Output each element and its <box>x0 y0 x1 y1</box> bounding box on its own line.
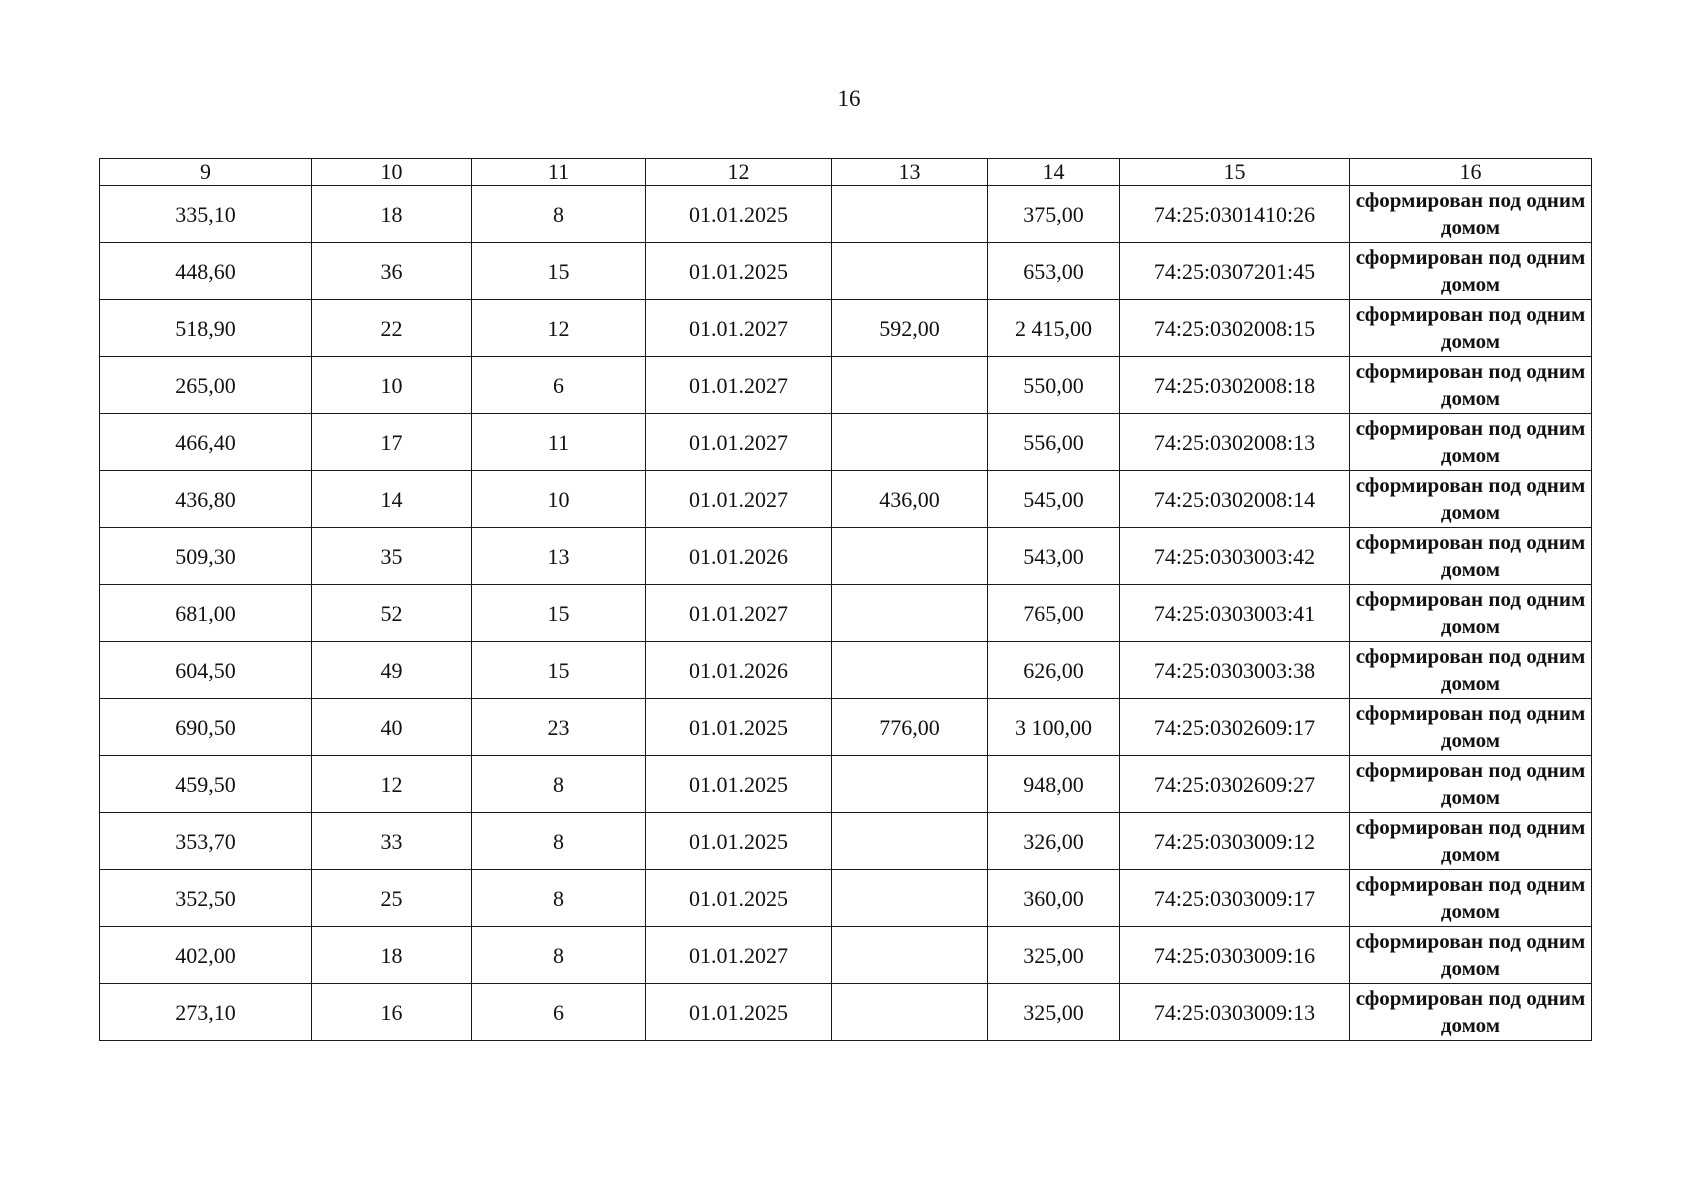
area-cell: 690,50 <box>100 699 312 756</box>
note-cell: сформирован под одним домом <box>1350 414 1592 471</box>
date-cell: 01.01.2025 <box>646 984 832 1041</box>
value-14-cell: 325,00 <box>988 927 1120 984</box>
count-a-cell: 16 <box>312 984 472 1041</box>
count-a-cell: 17 <box>312 414 472 471</box>
area-cell: 448,60 <box>100 243 312 300</box>
cadastral-number-cell: 74:25:0302008:14 <box>1120 471 1350 528</box>
count-b-cell: 8 <box>472 813 646 870</box>
value-13-cell: 776,00 <box>832 699 988 756</box>
data-table <box>99 158 1592 1041</box>
value-13-cell <box>832 243 988 300</box>
value-14-cell: 765,00 <box>988 585 1120 642</box>
count-b-cell: 15 <box>472 243 646 300</box>
date-cell: 01.01.2025 <box>646 186 832 243</box>
note-cell: сформирован под одним домом <box>1350 243 1592 300</box>
value-13-cell <box>832 870 988 927</box>
count-a-cell: 36 <box>312 243 472 300</box>
cadastral-number-cell: 74:25:0302008:18 <box>1120 357 1350 414</box>
table-row <box>100 528 1592 585</box>
value-14-cell: 2 415,00 <box>988 300 1120 357</box>
area-cell: 353,70 <box>100 813 312 870</box>
value-13-cell <box>832 528 988 585</box>
value-13-cell <box>832 984 988 1041</box>
page-number: 16 <box>837 86 861 111</box>
table-row <box>100 642 1592 699</box>
count-a-cell: 10 <box>312 357 472 414</box>
table-row <box>100 357 1592 414</box>
value-14-cell: 626,00 <box>988 642 1120 699</box>
count-a-cell: 33 <box>312 813 472 870</box>
value-13-cell <box>832 585 988 642</box>
note-cell: сформирован под одним домом <box>1350 186 1592 243</box>
note-cell: сформирован под одним домом <box>1350 984 1592 1041</box>
date-cell: 01.01.2027 <box>646 471 832 528</box>
count-b-cell: 8 <box>472 870 646 927</box>
table-row <box>100 243 1592 300</box>
date-cell: 01.01.2026 <box>646 642 832 699</box>
note-cell: сформирован под одним домом <box>1350 642 1592 699</box>
value-14-cell: 550,00 <box>988 357 1120 414</box>
date-cell: 01.01.2026 <box>646 528 832 585</box>
count-a-cell: 18 <box>312 186 472 243</box>
area-cell: 466,40 <box>100 414 312 471</box>
note-cell: сформирован под одним домом <box>1350 357 1592 414</box>
column-header: 16 <box>1350 159 1592 186</box>
column-header: 13 <box>832 159 988 186</box>
cadastral-number-cell: 74:25:0303009:17 <box>1120 870 1350 927</box>
note-cell: сформирован под одним домом <box>1350 813 1592 870</box>
value-13-cell <box>832 186 988 243</box>
table-row <box>100 300 1592 357</box>
note-cell: сформирован под одним домом <box>1350 927 1592 984</box>
count-a-cell: 25 <box>312 870 472 927</box>
note-cell: сформирован под одним домом <box>1350 300 1592 357</box>
cadastral-number-cell: 74:25:0302008:13 <box>1120 414 1350 471</box>
cadastral-number-cell: 74:25:0302609:17 <box>1120 699 1350 756</box>
count-b-cell: 10 <box>472 471 646 528</box>
column-header: 9 <box>100 159 312 186</box>
value-14-cell: 375,00 <box>988 186 1120 243</box>
count-a-cell: 49 <box>312 642 472 699</box>
value-14-cell: 325,00 <box>988 984 1120 1041</box>
count-b-cell: 8 <box>472 927 646 984</box>
cadastral-number-cell: 74:25:0303003:41 <box>1120 585 1350 642</box>
count-b-cell: 6 <box>472 984 646 1041</box>
column-header: 11 <box>472 159 646 186</box>
date-cell: 01.01.2027 <box>646 927 832 984</box>
value-14-cell: 556,00 <box>988 414 1120 471</box>
note-cell: сформирован под одним домом <box>1350 528 1592 585</box>
cadastral-number-cell: 74:25:0303003:38 <box>1120 642 1350 699</box>
table-row <box>100 756 1592 813</box>
note-cell: сформирован под одним домом <box>1350 471 1592 528</box>
table-row <box>100 813 1592 870</box>
value-13-cell <box>832 756 988 813</box>
note-cell: сформирован под одним домом <box>1350 870 1592 927</box>
area-cell: 273,10 <box>100 984 312 1041</box>
value-14-cell: 360,00 <box>988 870 1120 927</box>
cadastral-number-cell: 74:25:0303009:16 <box>1120 927 1350 984</box>
count-b-cell: 15 <box>472 642 646 699</box>
table-row <box>100 699 1592 756</box>
cadastral-number-cell: 74:25:0302609:27 <box>1120 756 1350 813</box>
count-a-cell: 35 <box>312 528 472 585</box>
date-cell: 01.01.2027 <box>646 300 832 357</box>
table-row <box>100 870 1592 927</box>
count-a-cell: 52 <box>312 585 472 642</box>
date-cell: 01.01.2025 <box>646 756 832 813</box>
area-cell: 459,50 <box>100 756 312 813</box>
value-14-cell: 653,00 <box>988 243 1120 300</box>
table-row <box>100 927 1592 984</box>
area-cell: 402,00 <box>100 927 312 984</box>
table-row <box>100 414 1592 471</box>
date-cell: 01.01.2025 <box>646 243 832 300</box>
table-row <box>100 585 1592 642</box>
area-cell: 604,50 <box>100 642 312 699</box>
value-13-cell: 436,00 <box>832 471 988 528</box>
count-b-cell: 6 <box>472 357 646 414</box>
note-cell: сформирован под одним домом <box>1350 585 1592 642</box>
column-header: 14 <box>988 159 1120 186</box>
date-cell: 01.01.2027 <box>646 414 832 471</box>
area-cell: 352,50 <box>100 870 312 927</box>
cadastral-number-cell: 74:25:0307201:45 <box>1120 243 1350 300</box>
table-row <box>100 186 1592 243</box>
area-cell: 518,90 <box>100 300 312 357</box>
area-cell: 265,00 <box>100 357 312 414</box>
table-header-row <box>100 159 1592 186</box>
date-cell: 01.01.2025 <box>646 870 832 927</box>
date-cell: 01.01.2025 <box>646 813 832 870</box>
note-cell: сформирован под одним домом <box>1350 756 1592 813</box>
table-body <box>100 186 1592 1041</box>
table-row <box>100 984 1592 1041</box>
table-row <box>100 471 1592 528</box>
column-header: 10 <box>312 159 472 186</box>
value-13-cell <box>832 927 988 984</box>
date-cell: 01.01.2025 <box>646 699 832 756</box>
area-cell: 681,00 <box>100 585 312 642</box>
count-a-cell: 12 <box>312 756 472 813</box>
count-b-cell: 15 <box>472 585 646 642</box>
value-14-cell: 545,00 <box>988 471 1120 528</box>
value-14-cell: 948,00 <box>988 756 1120 813</box>
value-14-cell: 3 100,00 <box>988 699 1120 756</box>
cadastral-number-cell: 74:25:0301410:26 <box>1120 186 1350 243</box>
value-13-cell <box>832 414 988 471</box>
value-14-cell: 326,00 <box>988 813 1120 870</box>
value-13-cell <box>832 357 988 414</box>
area-cell: 436,80 <box>100 471 312 528</box>
count-a-cell: 14 <box>312 471 472 528</box>
cadastral-number-cell: 74:25:0303009:13 <box>1120 984 1350 1041</box>
count-a-cell: 18 <box>312 927 472 984</box>
cadastral-number-cell: 74:25:0302008:15 <box>1120 300 1350 357</box>
column-header: 15 <box>1120 159 1350 186</box>
count-b-cell: 13 <box>472 528 646 585</box>
area-cell: 335,10 <box>100 186 312 243</box>
value-13-cell: 592,00 <box>832 300 988 357</box>
date-cell: 01.01.2027 <box>646 585 832 642</box>
count-b-cell: 12 <box>472 300 646 357</box>
value-13-cell <box>832 642 988 699</box>
date-cell: 01.01.2027 <box>646 357 832 414</box>
count-b-cell: 11 <box>472 414 646 471</box>
value-14-cell: 543,00 <box>988 528 1120 585</box>
cadastral-number-cell: 74:25:0303003:42 <box>1120 528 1350 585</box>
column-header: 12 <box>646 159 832 186</box>
count-a-cell: 22 <box>312 300 472 357</box>
value-13-cell <box>832 813 988 870</box>
count-b-cell: 23 <box>472 699 646 756</box>
cadastral-number-cell: 74:25:0303009:12 <box>1120 813 1350 870</box>
note-cell: сформирован под одним домом <box>1350 699 1592 756</box>
count-b-cell: 8 <box>472 186 646 243</box>
count-b-cell: 8 <box>472 756 646 813</box>
area-cell: 509,30 <box>100 528 312 585</box>
count-a-cell: 40 <box>312 699 472 756</box>
